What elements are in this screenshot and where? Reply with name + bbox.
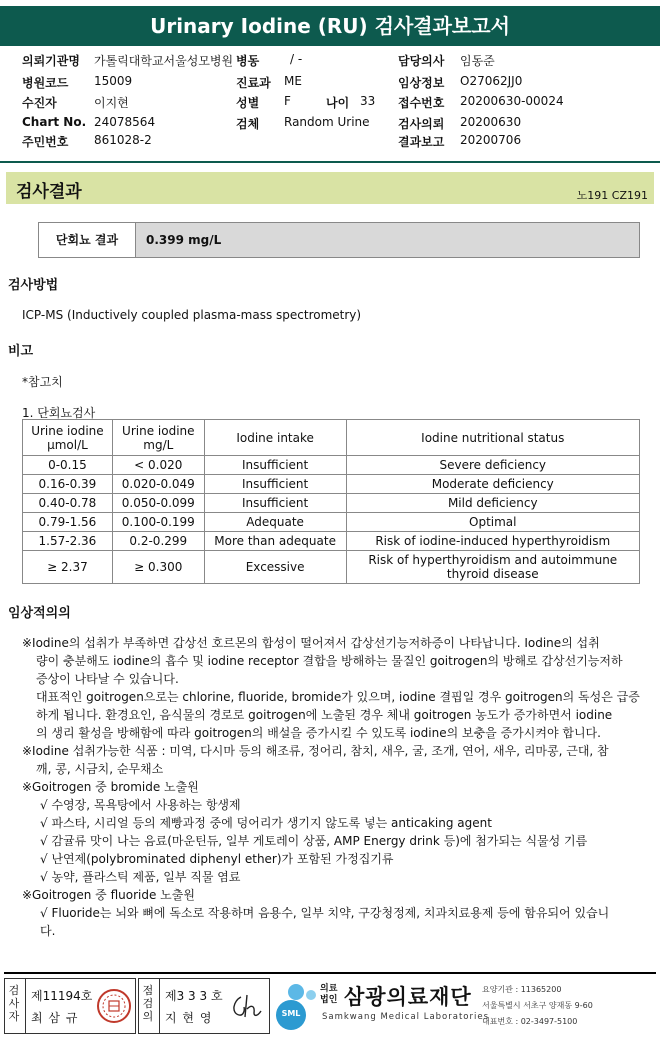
cell-mg: 0.2-0.299: [112, 532, 204, 551]
cell-intake: Insufficient: [204, 475, 346, 494]
org-contact: 요양기관 : 11365200 서울특별시 서초구 양재동 9-60 대표번호 : 02-3497-5100: [482, 985, 593, 1026]
cell-mg: < 0.020: [112, 456, 204, 475]
table-header-row: [23, 420, 640, 456]
specimen-label: 검체: [236, 117, 260, 131]
clinical-line: ※Iodine의 섭취가 부족하면 갑상선 호르몬의 합성이 떨어져서 갑상선기능저하증이 나타납니다. Iodine의 섭취: [22, 636, 600, 650]
hospital-code-value: 15009: [94, 74, 133, 88]
cell-status: Risk of iodine-induced hyperthyroidism: [346, 532, 639, 551]
cell-intake: Insufficient: [204, 456, 346, 475]
chart-value: 24078564: [94, 115, 156, 129]
clinical-line: √ 파스타, 시리얼 등의 제빵과정 중에 덩어리가 생기지 않도록 넣는 anticaking agent: [40, 816, 492, 830]
sex-label: 성별: [236, 96, 260, 110]
clinical-line: √ 감귤류 맛이 나는 음료(마운틴듀, 일부 게토레이 상품, AMP Energy drink 등)에 첨가되는 식물성 기름: [40, 834, 588, 848]
request-label: 검사의뢰: [398, 117, 445, 131]
age-value: 33: [360, 94, 376, 108]
clinical-line: ※Goitrogen 중 fluoride 노출원: [22, 888, 195, 902]
clinical-line: ※Iodine 섭취가능한 식품 : 미역, 다시마 등의 해조류, 정어리, 참치, 새우, 굴, 조개, 연어, 새우, 리마콩, 근대, 참: [22, 744, 609, 758]
table-row: [23, 551, 640, 584]
clinical-line: 대표적인 goitrogen으로는 chlorine, fluoride, bromide가 있으며, iodine 결핍일 경우 goitrogen의 독성은 급증: [36, 690, 640, 704]
cell-umol: 0.16-0.39: [23, 475, 113, 494]
cell-umol: 0-0.15: [23, 456, 113, 475]
org-prefix: 의료 법인: [320, 984, 338, 1005]
organization-block: [272, 978, 656, 1034]
test-code: 노191 CZ191: [576, 189, 648, 202]
result-item-value: 0.399 mg/L: [136, 223, 639, 257]
collector-value: 이지현: [94, 96, 129, 110]
cell-intake: Insufficient: [204, 494, 346, 513]
receipt-value: 20200630-00024: [460, 94, 564, 108]
dept-value: ME: [284, 74, 302, 88]
table-row: [23, 475, 640, 494]
id-label: 주민번호: [22, 135, 69, 149]
cell-mg: 0.050-0.099: [112, 494, 204, 513]
result-section-header: [6, 172, 654, 204]
chart-label: Chart No.: [22, 115, 87, 129]
logo-bubble-icon: [288, 984, 304, 1000]
clinical-line: √ 수영장, 목욕탕에서 사용하는 항생제: [40, 798, 241, 812]
clinical-line: 깨, 콩, 시금치, 순무채소: [36, 762, 164, 776]
cell-mg: ≥ 0.300: [112, 551, 204, 584]
clinical-line: 의 생리 활성을 방해함에 따라 goitrogen의 배설을 증가시킬 수 있도록 iodine의 보충을 증가시켜야 합니다.: [36, 726, 601, 740]
ward-label: 병동: [236, 54, 260, 68]
signer-name-1: 최 삼 규: [31, 1011, 79, 1025]
signer-box-1: [4, 978, 136, 1034]
cell-intake: Adequate: [204, 513, 346, 532]
clinical-line: 량이 충분해도 iodine의 흡수 및 iodine receptor 결합을 방해하는 물질인 goitrogen의 방해로 갑상선기능저하: [36, 654, 623, 668]
clinical-header: 임상적의의: [8, 606, 71, 621]
result-item-label: 단회뇨 결과: [39, 223, 136, 257]
cell-mg: 0.020-0.049: [112, 475, 204, 494]
table-row: [23, 532, 640, 551]
cell-umol: ≥ 2.37: [23, 551, 113, 584]
org-name: 삼광의료재단: [344, 985, 472, 1009]
institution-label: 의뢰기관명: [22, 54, 80, 68]
doctor-value: 임동준: [460, 54, 495, 68]
reference-table: [22, 419, 640, 584]
logo-bubble-small-icon: [306, 990, 316, 1000]
sex-value: F: [284, 94, 291, 108]
method-text: ICP-MS (Inductively coupled plasma-mass spectrometry): [22, 308, 362, 322]
signer-label-1: 검 사 자: [8, 984, 20, 1023]
clinical-line: √ 농약, 플라스틱 제품, 일부 직물 염료: [40, 870, 241, 884]
table-row: [23, 494, 640, 513]
clinical-line: ※Goitrogen 중 bromide 노출원: [22, 780, 199, 794]
table-row: [23, 513, 640, 532]
cell-intake: More than adequate: [204, 532, 346, 551]
exam-info-label: 임상정보: [398, 76, 445, 90]
cell-status: Mild deficiency: [346, 494, 639, 513]
result-box: [38, 222, 640, 258]
col-status: Iodine nutritional status: [346, 420, 639, 456]
report-value: 20200706: [460, 133, 522, 147]
report-label: 결과보고: [398, 135, 445, 149]
clinical-line: 다.: [40, 924, 56, 938]
cell-intake: Excessive: [204, 551, 346, 584]
ward-value: / -: [290, 52, 303, 66]
cell-umol: 0.79-1.56: [23, 513, 113, 532]
hospital-code-label: 병원코드: [22, 76, 69, 90]
sml-logo-icon: SML: [276, 1000, 306, 1030]
reference-note: *참고치: [22, 375, 63, 389]
signer-number-1: 제11194호: [31, 989, 93, 1003]
result-title: 검사결과: [16, 182, 82, 202]
remarks-header: 비고: [8, 344, 34, 359]
signer-box-2: [138, 978, 270, 1034]
col-urine-umol: Urine iodine μmol/L: [23, 420, 113, 456]
cell-status: Optimal: [346, 513, 639, 532]
table-row: [23, 456, 640, 475]
doctor-label: 담당의사: [398, 54, 445, 68]
signer-number-2: 제3 3 3 호: [165, 989, 223, 1003]
collector-label: 수진자: [22, 96, 57, 110]
cell-status: Severe deficiency: [346, 456, 639, 475]
report-title: Urinary Iodine (RU) 검사결과보고서: [0, 6, 660, 46]
specimen-value: Random Urine: [284, 115, 370, 129]
clinical-line: √ 난연제(polybrominated diphenyl ether)가 포함된 가정집기류: [40, 852, 394, 866]
institution-value: 가톨릭대학교서울성모병원: [94, 54, 234, 68]
info-divider: [0, 161, 660, 163]
receipt-label: 접수번호: [398, 96, 445, 110]
org-english-name: Samkwang Medical Laboratories: [322, 1012, 490, 1022]
clinical-line: √ Fluoride는 뇌와 뼈에 독소로 작용하며 음용수, 일부 치약, 구강청정제, 치과치료용제 등에 함유되어 있습니: [40, 906, 610, 920]
cell-umol: 1.57-2.36: [23, 532, 113, 551]
request-value: 20200630: [460, 115, 522, 129]
method-header: 검사방법: [8, 278, 59, 293]
dept-label: 진료과: [236, 76, 271, 90]
report-footer: [4, 972, 656, 1034]
clinical-line: 하게 됩니다. 환경요인, 음식물의 경로로 goitrogen에 노출된 경우 체내 goitrogen 농도가 증가하면서 iodine: [36, 708, 613, 722]
col-intake: Iodine intake: [204, 420, 346, 456]
id-value: 861028-2: [94, 133, 152, 147]
seal-stamp: [97, 989, 131, 1023]
handwritten-signature: [227, 991, 265, 1023]
clinical-text: [22, 634, 642, 940]
signer-name-2: 지 현 영: [165, 1011, 213, 1025]
age-label: 나이: [326, 96, 350, 110]
cell-status: Moderate deficiency: [346, 475, 639, 494]
exam-info-value: O27062JJ0: [460, 74, 523, 88]
cell-umol: 0.40-0.78: [23, 494, 113, 513]
signer-label-2: 점 검 의: [142, 984, 154, 1023]
cell-status: Risk of hyperthyroidism and autoimmune thyroid disease: [346, 551, 639, 584]
cell-mg: 0.100-0.199: [112, 513, 204, 532]
table-title: 1. 단회뇨검사: [22, 406, 96, 420]
col-urine-mg: Urine iodine mg/L: [112, 420, 204, 456]
clinical-line: 증상이 나타날 수 있습니다.: [36, 672, 179, 686]
